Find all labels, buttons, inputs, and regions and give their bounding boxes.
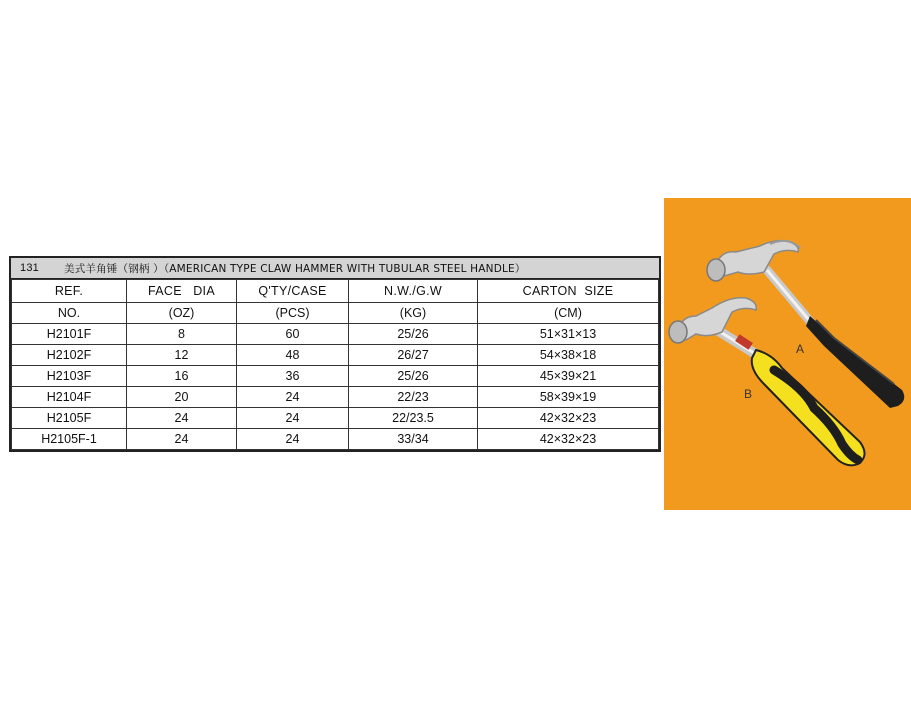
header-qty-case: Q'TY/CASE bbox=[237, 280, 349, 303]
hammers-illustration bbox=[664, 198, 911, 510]
table-title-bar bbox=[11, 258, 659, 279]
product-spec-table bbox=[9, 256, 661, 452]
cell-carton: 51×31×13 bbox=[478, 324, 659, 345]
cell-face-dia: 8 bbox=[127, 324, 237, 345]
catalog-number: 131 bbox=[20, 262, 39, 274]
table-row bbox=[12, 324, 659, 345]
cell-qty: 48 bbox=[237, 345, 349, 366]
cell-face-dia: 24 bbox=[127, 408, 237, 429]
cell-weight: 22/23.5 bbox=[349, 408, 478, 429]
cell-face-dia: 20 bbox=[127, 387, 237, 408]
cell-qty: 24 bbox=[237, 387, 349, 408]
header-face-dia: FACE DIA bbox=[127, 280, 237, 303]
cell-qty: 24 bbox=[237, 429, 349, 450]
cell-qty: 36 bbox=[237, 366, 349, 387]
header-row bbox=[12, 280, 659, 303]
cell-weight: 22/23 bbox=[349, 387, 478, 408]
unit-qty-case: (PCS) bbox=[237, 303, 349, 324]
cell-qty: 24 bbox=[237, 408, 349, 429]
cell-ref: H2105F-1 bbox=[12, 429, 127, 450]
table-row bbox=[12, 408, 659, 429]
header-weight: N.W./G.W bbox=[349, 280, 478, 303]
header-ref: REF. bbox=[12, 280, 127, 303]
cell-carton: 45×39×21 bbox=[478, 366, 659, 387]
unit-row bbox=[12, 303, 659, 324]
table-row bbox=[12, 387, 659, 408]
label-b: B bbox=[744, 387, 753, 401]
cell-weight: 33/34 bbox=[349, 429, 478, 450]
cell-carton: 58×39×19 bbox=[478, 387, 659, 408]
cell-carton: 42×32×23 bbox=[478, 429, 659, 450]
cell-ref: H2105F bbox=[12, 408, 127, 429]
unit-face-dia: (OZ) bbox=[127, 303, 237, 324]
table-row bbox=[12, 345, 659, 366]
cell-weight: 25/26 bbox=[349, 366, 478, 387]
table-row bbox=[12, 429, 659, 450]
cell-ref: H2104F bbox=[12, 387, 127, 408]
product-title: 美式羊角锤（钢柄 ）（AMERICAN TYPE CLAW HAMMER WITH TUBULAR STEEL HANDLE） bbox=[64, 262, 526, 275]
header-carton-size: CARTON SIZE bbox=[478, 280, 659, 303]
product-photo bbox=[664, 198, 911, 510]
unit-ref: NO. bbox=[12, 303, 127, 324]
unit-weight: (KG) bbox=[349, 303, 478, 324]
cell-weight: 26/27 bbox=[349, 345, 478, 366]
cell-carton: 42×32×23 bbox=[478, 408, 659, 429]
cell-ref: H2103F bbox=[12, 366, 127, 387]
cell-weight: 25/26 bbox=[349, 324, 478, 345]
cell-face-dia: 16 bbox=[127, 366, 237, 387]
label-a: A bbox=[796, 342, 805, 356]
cell-carton: 54×38×18 bbox=[478, 345, 659, 366]
table-row bbox=[12, 366, 659, 387]
unit-carton-size: (CM) bbox=[478, 303, 659, 324]
cell-face-dia: 24 bbox=[127, 429, 237, 450]
cell-ref: H2101F bbox=[12, 324, 127, 345]
cell-ref: H2102F bbox=[12, 345, 127, 366]
cell-face-dia: 12 bbox=[127, 345, 237, 366]
cell-qty: 60 bbox=[237, 324, 349, 345]
spec-grid bbox=[11, 279, 659, 450]
